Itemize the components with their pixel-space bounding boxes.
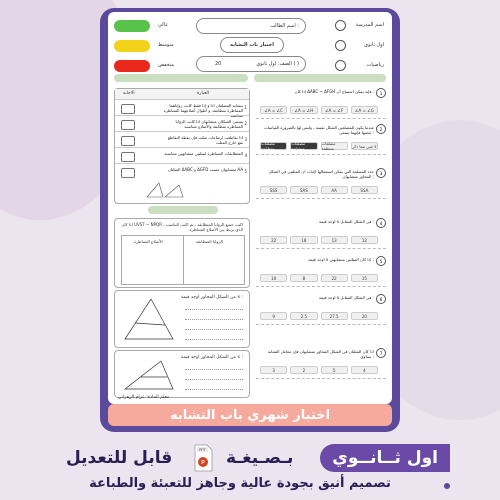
school-circle <box>335 20 346 31</box>
question-number: 2 <box>376 124 386 134</box>
answer-option[interactable]: 12 <box>351 236 378 244</box>
tf-answer-box[interactable] <box>121 152 135 162</box>
answer-option[interactable]: 18 <box>290 236 317 244</box>
answer-option[interactable]: SSS <box>260 186 287 194</box>
answer-option[interactable]: 2.5 <box>290 312 317 320</box>
exam-title-box <box>220 37 284 53</box>
answer-option[interactable]: ∠A = ∠C <box>260 106 287 114</box>
tf-row-text: يسمى الشكلان متشابهان اذا كانت الزوايا المتناظرة متطابقة والأضلاع متناسبة <box>175 119 243 129</box>
teacher-name: معلم المادة: عزام الزهراني <box>118 395 170 400</box>
tf-row <box>115 115 249 132</box>
tf-row <box>115 147 249 164</box>
level-low <box>114 58 184 74</box>
q3-panel <box>114 290 250 348</box>
title-main-pill <box>320 444 450 472</box>
answer-option[interactable]: ∠A = ∠G <box>351 106 378 114</box>
level-low-label: منخفض <box>158 62 175 68</box>
question-6 <box>256 294 386 325</box>
answer-options <box>260 186 378 194</box>
exam-sheet <box>108 12 392 404</box>
answer-options <box>260 142 378 150</box>
tf-row-number: 3 <box>244 137 247 142</box>
answer-option[interactable]: مضلعات منتظمة <box>321 142 348 150</box>
question-number: 6 <box>376 294 386 304</box>
q3-triangle-figure <box>121 297 177 343</box>
similarity-table-panel <box>114 218 250 288</box>
col-sides: الأضلاع المتناظرة <box>134 239 163 244</box>
q3-text: من الشكل المجاور اوجد قيمة x : <box>180 295 243 300</box>
question-5 <box>256 256 386 287</box>
answer-option[interactable]: 22 <box>321 274 348 282</box>
answer-option[interactable]: ∠A = ∠H <box>290 106 317 114</box>
answer-option[interactable]: 5 <box>321 366 348 374</box>
answer-option[interactable]: مضلعات متشابهة <box>290 142 317 150</box>
question-number: 5 <box>376 256 386 266</box>
tf-header-answer: الاجابة <box>123 91 135 96</box>
answer-option[interactable]: SAS <box>290 186 317 194</box>
tf-answer-box[interactable] <box>121 104 135 114</box>
banner-title: اختبار شهري باب التشابه <box>169 407 331 423</box>
sheet-header <box>114 16 386 80</box>
student-label: اسم الطالب : <box>270 23 299 29</box>
true-false-table <box>114 88 250 204</box>
question-number: 1 <box>376 88 386 98</box>
q2-text: اذا كان UVST ~ NPQR ، اكتب جميع الزوايا المتطابقة ، ثم اكتب التناسب الذي يربط بين الأضلاع المتناظرة <box>121 222 243 232</box>
answer-option[interactable]: 13 <box>321 236 348 244</box>
tf-header-statement: العبارة <box>196 91 209 96</box>
q4-text: من الشكل المجاور اوجد قيمة x : <box>180 355 243 360</box>
tf-row-number: 2 <box>244 121 247 126</box>
tf-row <box>115 131 249 148</box>
tf-row <box>115 99 249 116</box>
student-name-box[interactable] <box>196 18 306 34</box>
answer-options <box>260 106 378 114</box>
question-text: اوجد قيمة x في الشكل المقابل : <box>319 219 374 224</box>
level-high-label: عالي <box>158 22 169 28</box>
class-label: الصف: اول ثانوي ( ) <box>256 61 299 67</box>
answer-option[interactable]: 2 <box>290 366 317 374</box>
title-format-wrap <box>226 444 293 472</box>
answer-option[interactable]: 15 <box>351 274 378 282</box>
q4-triangle-figure <box>121 357 177 393</box>
title-edit-wrap <box>66 444 172 472</box>
answer-option[interactable]: 9 <box>260 312 287 320</box>
answer-option[interactable]: 4 <box>351 366 378 374</box>
answer-option[interactable]: 8 <box>290 274 317 282</box>
tf-answer-box[interactable] <box>121 136 135 146</box>
tf-row-text: المتطابقات المتناظرة لمثلثين متشابهين متناسبة <box>164 151 243 156</box>
answer-option[interactable]: AA <box>321 186 348 194</box>
question-text: عندما يكون للمضلعين الشكل نفسه ، وليس لها بالضرورة القياسات نفسها فإنهما يسمى : <box>264 125 374 135</box>
answer-option[interactable]: 10 <box>260 274 287 282</box>
ppt-file-icon <box>192 444 214 472</box>
question-7 <box>256 348 386 379</box>
bullet-dot <box>444 483 450 489</box>
tf-row-number: 1 <box>244 105 247 110</box>
question-text: اذا كان المثلثان في الشكل المجاور متشابهان فإن معامل التشابه يساوي : <box>267 349 374 359</box>
answer-option[interactable]: 22 <box>260 236 287 244</box>
tf-row-text: بتشابه المضلعان اذا و إذا فقط كانت زواياهما المتناظرة متطابقة، و أطوال أضلاعهما المتناظرة متناسبة <box>163 103 243 118</box>
answer-options <box>260 366 378 374</box>
answer-option[interactable]: لا شي مما ذكر <box>352 143 377 149</box>
tf-row-text: المثلثان ΔABC و ΔGFD متشابهان حسب AA <box>167 167 243 172</box>
answer-option[interactable]: 20 <box>351 312 378 320</box>
level-high-pill <box>114 20 150 32</box>
question-4 <box>256 218 386 249</box>
answer-options <box>260 312 378 320</box>
answer-option[interactable]: مضلعات متطابقة <box>260 142 287 150</box>
section-strip-left <box>114 74 248 82</box>
score-value: 20 <box>215 61 222 67</box>
question-3 <box>256 168 386 199</box>
exam-title: اختبار باب التشابه <box>230 42 274 48</box>
section-strip-right <box>254 74 386 82</box>
question-2 <box>256 124 386 155</box>
file-type-label: PPT <box>199 448 206 452</box>
level-high <box>114 18 184 34</box>
tf-row-number: 5 <box>244 169 247 174</box>
title-main: اول ثــانــوي <box>332 448 438 468</box>
answer-options <box>260 236 378 244</box>
subject-circle <box>335 60 346 71</box>
title-format: بـصـيغـة <box>226 448 294 468</box>
col-angles: الزوايا المتطابقة <box>196 239 223 244</box>
question-number: 4 <box>376 218 386 228</box>
subtitle: تصميم أنيق بجودة عالية وجاهز للتعبئة والطباعة <box>89 476 391 491</box>
tf-answer-box[interactable] <box>121 168 135 178</box>
question-text: اوجد قيمة x في الشكل المقابل : <box>319 295 374 300</box>
level-mid <box>114 38 184 54</box>
question-number: 3 <box>376 168 386 178</box>
answer-option[interactable]: 3 <box>260 366 287 374</box>
answer-options <box>260 274 378 282</box>
level-mid-label: متوسط <box>158 42 174 48</box>
question-text: حدد المسلمة التي يمكن استعمالها لإثبات ان المثلثين في الشكل المجاور متشابهان : <box>268 169 374 179</box>
tf-answer-box[interactable] <box>121 120 135 130</box>
section-strip-left-2 <box>148 206 218 214</box>
level-mid-pill <box>114 40 150 52</box>
q4-panel <box>114 350 250 398</box>
answer-option[interactable]: SSA <box>351 186 378 194</box>
question-text: اوجد قيمة x اذا كان المثلثين متشابهين : <box>308 257 374 262</box>
title-edit: قابل للتعديل <box>66 448 173 468</box>
answer-option[interactable]: 27.5 <box>321 312 348 320</box>
tf-row-number: 4 <box>244 153 247 158</box>
similarity-table <box>121 235 245 285</box>
tf-triangle-figure <box>145 181 185 199</box>
answer-option[interactable]: ∠A = ∠F <box>321 106 348 114</box>
svg-text:P: P <box>201 460 205 466</box>
tf-row-text: اذا تقاطعت ارتفاعات مثلث فإن نقطة التقاطع تقع خارج المثلث <box>167 135 243 145</box>
question-1 <box>256 88 386 119</box>
grade-label: اول ثانوي <box>364 42 384 48</box>
tf-row <box>115 163 249 180</box>
question-number: 7 <box>376 348 386 358</box>
grade-circle <box>335 40 346 51</box>
subject-label: رياضيات <box>366 62 384 68</box>
class-box <box>196 56 306 72</box>
question-text: اذا كان ΔABC ~ ΔFGH فإنه يمكن استنتاج أن : <box>294 89 374 94</box>
school-label: اسم المدرسة <box>355 22 384 28</box>
level-low-pill <box>114 60 150 72</box>
exam-banner <box>108 404 392 426</box>
